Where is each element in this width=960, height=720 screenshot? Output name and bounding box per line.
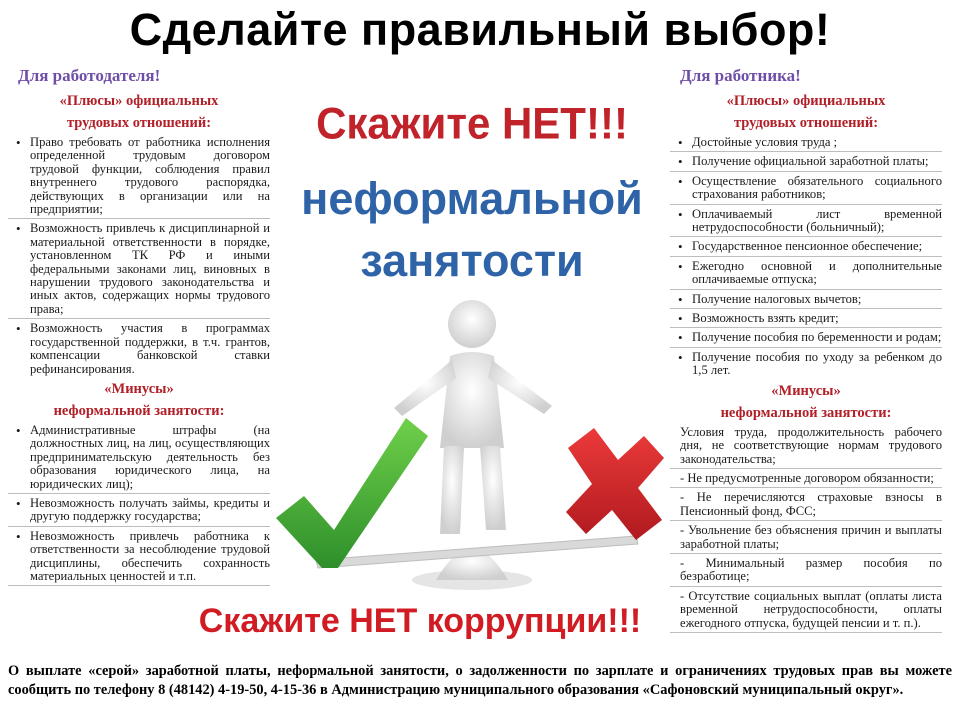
employee-minuses-title-2: неформальной занятости: (720, 404, 892, 421)
employer-minuses-list (8, 424, 270, 586)
informal-line-1: неформальной (301, 173, 643, 224)
say-no-corruption-slogan: Скажите НЕТ коррупции!!! (198, 602, 642, 640)
employee-heading: Для работника! (680, 66, 801, 85)
list-item: - Не предусмотренные договором обязанности; (670, 472, 942, 488)
employer-minuses-title-2: неформальной занятости: (53, 402, 225, 419)
list-item: • Получение налоговых вычетов; (670, 293, 942, 309)
employer-pluses-title-2: трудовых отношений: (66, 115, 212, 131)
employee-pluses-title-1: «Плюсы» официальных (726, 93, 886, 109)
list-item: • Осуществление обязательного социального страхования работников; (670, 175, 942, 205)
list-item: • Достойные условия труда ; (670, 136, 942, 152)
employer-pluses-title-1: «Плюсы» официальных (59, 93, 219, 109)
list-item: • Получение пособия по беременности и родам; (670, 331, 942, 347)
footer-contact-notice: О выплате «серой» заработной платы, неформальной занятости, о задолженности по зарплате и ограничениях трудовых прав вы можете сообщить по телефону 8 (48142) 4-19-50, 4-15-36 в Администрацию муниципального образования «Сафоновский муниципальный округ». (8, 663, 952, 698)
employee-column (670, 66, 942, 636)
list-item: • Получение пособия по уходу за ребенком до 1,5 лет. (670, 351, 942, 378)
employer-column (8, 66, 270, 589)
list-item: - Отсутствие социальных выплат (оплаты листа временной нетрудоспособности, оплаты ежегодного отпуска, будущей пенсии и т. п.). (670, 590, 942, 633)
page-title: Сделайте правильный выбор! (129, 4, 831, 55)
list-item: • Возможность привлечь к дисциплинарной и материальной ответственности в порядке, установленном ТК РФ и иными федеральными законами лиц, виновных в нарушении трудового законодательства и иных актов, содержащих нормы трудового права; (8, 222, 270, 319)
white-figure-icon (394, 300, 552, 534)
employee-minuses-list (670, 426, 942, 633)
list-item: - Минимальный размер пособия по безработице; (670, 557, 942, 587)
list-item: • Возможность участия в программах государственной поддержки, в т.ч. грантов, компенсации банковской ставки рефинансирования. (8, 322, 270, 376)
list-item: • Административные штрафы (на должностных лиц, на лиц, осуществляющих предпринимательскую деятельность без образования юридического лица, на юридических лиц); (8, 424, 270, 494)
list-item: • Оплачиваемый лист временной нетрудоспособности (больничный); (670, 208, 942, 238)
balance-figure-illustration (276, 298, 668, 598)
informal-employment-heading (276, 168, 668, 292)
list-item: • Право требовать от работника исполнения определенной трудовым договором трудовой функции, соблюдения правил внутреннего трудового распорядка, действующих в организации или на предприятии; (8, 136, 270, 219)
employee-pluses-list (670, 136, 942, 378)
employer-pluses-list (8, 136, 270, 376)
red-cross-icon (566, 428, 664, 540)
list-item: Условия труда, продолжительность рабочего дня, не соответствующие нормам трудового законодательства; (670, 426, 942, 469)
employee-minuses-title-1: «Минусы» (771, 382, 841, 399)
center-graphic (276, 78, 668, 598)
list-item: • Получение официальной заработной платы; (670, 155, 942, 171)
list-item: • Ежегодно основной и дополнительные оплачиваемые отпуска; (670, 260, 942, 290)
informal-line-2: занятости (360, 235, 584, 286)
say-no-heading: Скажите НЕТ!!! (316, 98, 628, 149)
list-item: • Невозможность привлечь работника к ответственности за несоблюдение трудовой дисциплины, обеспечить сохранность материальных ценностей и т.п. (8, 530, 270, 587)
list-item: - Увольнение без объяснения причин и выплаты заработной платы; (670, 524, 942, 554)
list-item: • Невозможность получать займы, кредиты и другую поддержку государства; (8, 497, 270, 527)
employer-heading: Для работодателя! (18, 66, 161, 85)
employee-pluses-title-2: трудовых отношений: (733, 115, 879, 131)
list-item: • Возможность взять кредит; (670, 312, 942, 328)
list-item: - Не перечисляются страховые взносы в Пенсионный фонд, ФСС; (670, 491, 942, 521)
employer-minuses-title-1: «Минусы» (104, 380, 174, 397)
check-mark-icon (276, 418, 428, 568)
list-item: • Государственное пенсионное обеспечение; (670, 240, 942, 256)
